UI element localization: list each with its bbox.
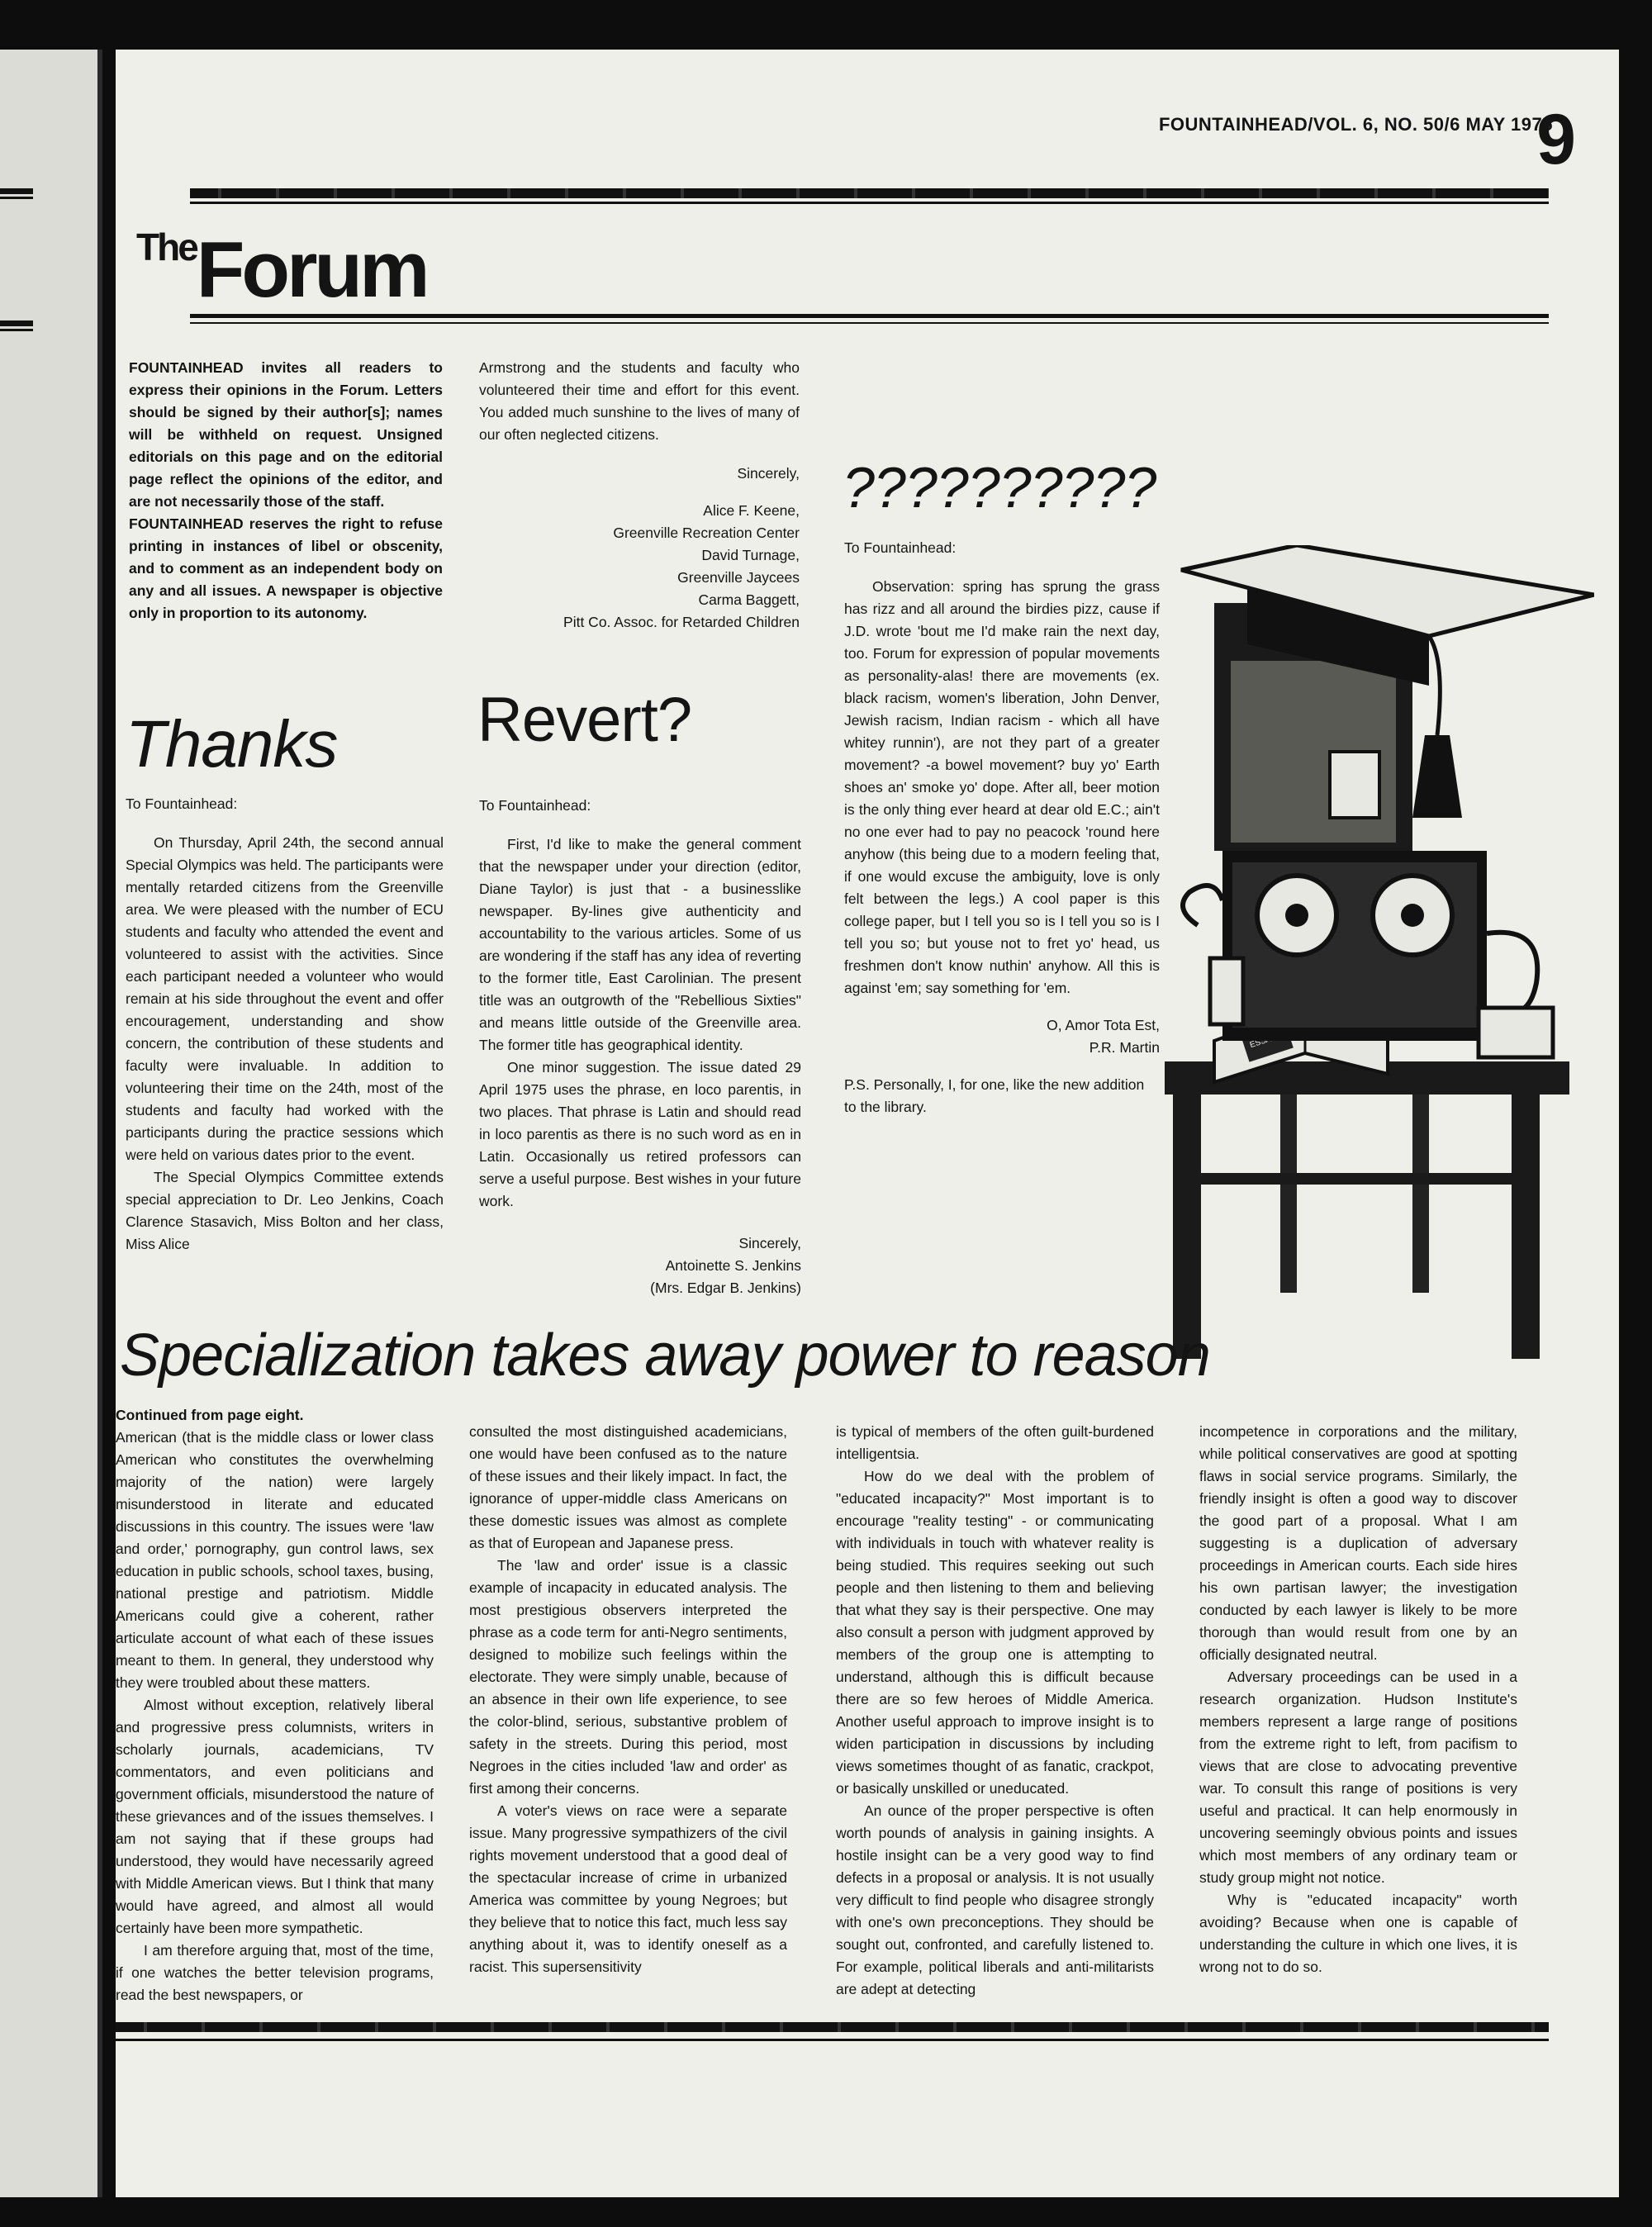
notice-paragraph: FOUNTAINHEAD reserves the right to refuse printing in instances of libel or obscenity, and to comment as an independent body on any and all issues. A newspaper is objective only in proportion to its autonomy.	[129, 515, 443, 621]
reel-hub	[1401, 904, 1424, 927]
continued-note: Continued from page eight.	[116, 1407, 304, 1423]
thanks-salute: To Fountainhead:	[126, 795, 238, 812]
prev-page-rule	[0, 329, 33, 331]
article-paragraph: The 'law and order' issue is a classic example of incapacity in educated analysis. The most prestigious observers interpreted the phrase as a code term for anti-Negro sentiments, designed to mobilize such feelings within the electorate. They were simply unable, because of an absence in their own life experience, to see the color-blind, serious, substantive problem of safety in the streets. During this period, most Negroes in the cities included 'law and order' as first among their concerns.	[469, 1557, 787, 1797]
tassel	[1412, 735, 1462, 818]
table-leg	[1512, 1095, 1540, 1359]
signer-line: P.R. Martin	[1089, 1039, 1160, 1056]
thanks-paragraph: Armstrong and the students and faculty who volunteered their time and effort for this event. You added much sunshine to the lives of many of our often neglected citizens.	[479, 359, 800, 443]
signer-line: Carma Baggett,	[698, 591, 800, 608]
pedestal-panel	[1330, 752, 1379, 818]
article-paragraph: is typical of members of the often guilt-burdened intelligentsia.	[836, 1423, 1154, 1462]
question-signers	[844, 1014, 1160, 1059]
graduation-cap-illustration	[1165, 545, 1594, 1359]
masthead-rule	[190, 314, 1549, 318]
question-paragraph: Observation: spring has sprung the grass has rizz and all around the birdies pizz, cause if J.D. wrote 'bout me I'd make rain the next day, too. Forum for expression of popular movements as personality-alas! there are movements (ex. black racism, women's liberation, John Denver, Jewish racism, Indian racism - which all have whitey runnin'), are not they part of a greater movement? -a bowel movement? buy yo' Earth shoes an' smoke yo' dope. After all, beer motion is the only thing ever heard at dear old E.C.; ain't no one ever had to pay no peacock 'round here anyhow (this being due to a modern feeling that, if one would excuse the ambiguity, love is only felt between the legs.) A cool paper is this college paper, but I tell you so is I tell you so is I tell you so; but youse not to fret yo' head, us freshmen don't know nuthin' anyhow. All this is against 'em; say something for 'em.	[844, 578, 1160, 996]
thanks-letter-col1	[126, 793, 444, 1256]
masthead-rule-thin	[190, 322, 1549, 324]
dateline: FOUNTAINHEAD/VOL. 6, NO. 50/6 MAY 1975	[1158, 114, 1553, 135]
prev-page-rule	[0, 321, 33, 326]
bottom-rule	[116, 2022, 1549, 2032]
notice-paragraph: FOUNTAINHEAD invites all readers to express their opinions in the Forum. Letters should be signed by their author[s]; names will be withheld on request. Unsigned editorials on this page and on the editorial page reflect the opinions of the editor, and are not necessarily those of the staff.	[129, 359, 443, 510]
signer-line: Antoinette S. Jenkins	[665, 1257, 801, 1274]
article-paragraph: I am therefore arguing that, most of the time, if one watches the better television programs, read the best newspapers, or	[116, 1942, 434, 2003]
revert-signers	[479, 1255, 801, 1299]
masthead-the: The	[136, 226, 197, 268]
article-paragraph: Almost without exception, relatively liberal and progressive press columnists, writers in scholarly journals, academicians, TV commentators, and even politicians and government officials, misunderstood the nature of these grievances and of the issues themselves. I am not saying that if these groups had understood, they would have necessarily agreed with Middle American views. But I think that many would have agreed, and almost all would certainly have been more sympathetic.	[116, 1697, 434, 1936]
thanks-paragraph: The Special Olympics Committee extends special appreciation to Dr. Leo Jenkins, Coach Clarence Stasavich, Miss Bolton and her class, Miss Alice	[126, 1169, 444, 1252]
question-postscript: P.S. Personally, I, for one, like the new addition to the library.	[844, 1076, 1145, 1115]
previous-page-edge	[0, 50, 102, 2197]
table-leg	[1412, 1095, 1429, 1293]
tape-cable	[1183, 886, 1222, 925]
tassel-cord	[1429, 636, 1440, 735]
top-rule-thin	[190, 202, 1549, 204]
revert-paragraph: First, I'd like to make the general comment that the newspaper under your direction (editor, Diane Taylor) is just that - a businesslike newspaper. By-lines give authenticity and accountability to the various articles. Some of us are wondering if the staff has any idea of reverting to the former title, East Carolinian. The present title was an outgrowth of the "Rebellious Sixties" and means little outside of the Greenville area. The former title has geographical identity.	[479, 836, 801, 1053]
revert-salute: To Fountainhead:	[479, 797, 591, 814]
masthead-forum: Forum	[196, 226, 427, 314]
signer-line: (Mrs. Edgar B. Jenkins)	[650, 1280, 801, 1296]
article-paragraph: American (that is the middle class or lower class American who constitutes the overwhelming majority of the nation) were largely misunderstood in literate and educated discussions in this country. The issues were 'law and order,' pornography, gun control laws, sex education in public schools, school taxes, busing, national prestige and patriotism. Middle Americans could give a coherent, rather articulate account of what each of these issues meant to them. In general, they understood why they were troubled about these matters.	[116, 1429, 434, 1691]
prev-page-rule	[0, 197, 33, 199]
signer-line: Greenville Recreation Center	[613, 525, 800, 541]
tape-cable	[1487, 933, 1537, 1013]
question-salute: To Fountainhead:	[844, 539, 957, 556]
microphone	[1210, 958, 1243, 1024]
article-col2	[469, 1421, 787, 1978]
article-col1	[116, 1404, 434, 2006]
article-headline: Specialization takes away power to reason	[120, 1322, 1210, 1389]
article-col4	[1199, 1421, 1517, 1978]
signer-line: O, Amor Tota Est,	[1047, 1017, 1160, 1033]
forum-notice	[129, 357, 443, 624]
prev-page-rule	[0, 188, 33, 194]
article-col3	[836, 1421, 1154, 2001]
signer-line: David Turnage,	[701, 547, 800, 563]
article-paragraph: Adversary proceedings can be used in a research organization. Hudson Institute's members represent a large range of positions from the extreme right to left, from pacifism to views that are close to advocating preventive war. To consult this range of positions is very useful and practical. It can help enormously in uncovering seemingly obvious points and issues which most members of any ordinary team or study group might not notice.	[1199, 1669, 1517, 1886]
revert-headline: Revert?	[477, 685, 692, 755]
signer-line: Alice F. Keene,	[703, 502, 800, 519]
page-number: 9	[1536, 100, 1576, 179]
top-rule	[190, 188, 1549, 198]
reel-hub	[1285, 904, 1308, 927]
table-leg	[1280, 1095, 1297, 1293]
signer-line: Pitt Co. Assoc. for Retarded Children	[563, 614, 800, 630]
article-paragraph: How do we deal with the problem of "educated incapacity?" Most important is to encourage "reality testing" - or communicating with individuals in touch with whatever reality is being studied. This requires seeking out such people and then listening to them and believing that what they say is their perspective. One may also consult a person with judgment approved by members of the group one is attempting to understand, although this is difficult because there are so few heroes of Middle America. Another useful approach to improve insight is to widen participation in discussions by including views sometimes thought of as fanatic, crackpot, or basically unskilled or uneducated.	[836, 1468, 1154, 1797]
table-stretcher	[1189, 1173, 1536, 1185]
thanks-paragraph: On Thursday, April 24th, the second annual Special Olympics was held. The participants were mentally retarded citizens from the Greenville area. We were pleased with the number of ECU students and faculty who attended the event and volunteered to assist with the activities. Since each participant needed a volunteer who would remain at his side throughout the event and offer encouragement, understanding and show concern, the contribution of these students and faculty were invaluable. In addition to volunteering their time on the 24th, most of the students and faculty had worked with the participants during the practice sessions which were held on various dates prior to the event.	[126, 834, 444, 1163]
newspaper-page	[116, 50, 1619, 2197]
section-masthead	[136, 225, 426, 316]
signer-line: Greenville Jaycees	[677, 569, 800, 586]
bottom-rule-thin	[116, 2039, 1549, 2041]
article-paragraph: consulted the most distinguished academicians, one would have been confused as to the nature of these issues and their likely impact. In fact, the ignorance of upper-middle class Americans on these domestic issues was almost as complete as that of European and Japanese press.	[469, 1423, 787, 1551]
cassette-box	[1479, 1008, 1553, 1057]
thanks-headline: Thanks	[126, 707, 338, 781]
article-paragraph: Why is "educated incapacity" worth avoiding? Because when one is capable of understanding the culture in which one lives, it is wrong not to do so.	[1199, 1892, 1517, 1975]
thanks-signers	[479, 500, 800, 634]
revert-closing: Sincerely,	[738, 1235, 801, 1251]
article-paragraph: A voter's views on race were a separate issue. Many progressive sympathizers of the civil rights movement understood that a good deal of the spectacular increase of crime in urbanized America was committee by young Negroes; but they believe that to notice this fact, much less say anything about it, was to identify oneself as a racist. This supersensitivity	[469, 1802, 787, 1975]
question-headline: ??????????	[843, 455, 1156, 520]
article-paragraph: incompetence in corporations and the military, while political conservatives are good at spotting flaws in social service programs. Similarly, the friendly insight is often a good way to discover the good part of a proposal. What I am suggesting is a duplication of adversary proceedings in American courts. Each side hires his own partisan lawyer; the investigation conducted by each lawyer is likely to be more thorough than would result from one by an officially designated neutral.	[1199, 1423, 1517, 1663]
thanks-closing: Sincerely,	[737, 465, 800, 482]
question-letter	[844, 537, 1160, 1118]
thanks-letter-col2	[479, 357, 800, 634]
revert-letter	[479, 795, 801, 1299]
revert-paragraph: One minor suggestion. The issue dated 29 April 1975 uses the phrase, en loco parentis, in two places. That phrase is Latin and should read in loco parentis as there is no such word as en in Latin. Occasionally us retired professors can serve a useful purpose. Best wishes in your future work.	[479, 1059, 801, 1209]
table-leg	[1173, 1095, 1201, 1359]
article-paragraph: An ounce of the proper perspective is often worth pounds of analysis in gaining insights. A hostile insight can be a very good way to find defects in a proposal or analysis. It is not usually very difficult to find people who disagree strongly with one's own preconceptions. They should be sought out, confronted, and carefully listened to. For example, political liberals and anti-militarists are adept at detecting	[836, 1802, 1154, 1997]
